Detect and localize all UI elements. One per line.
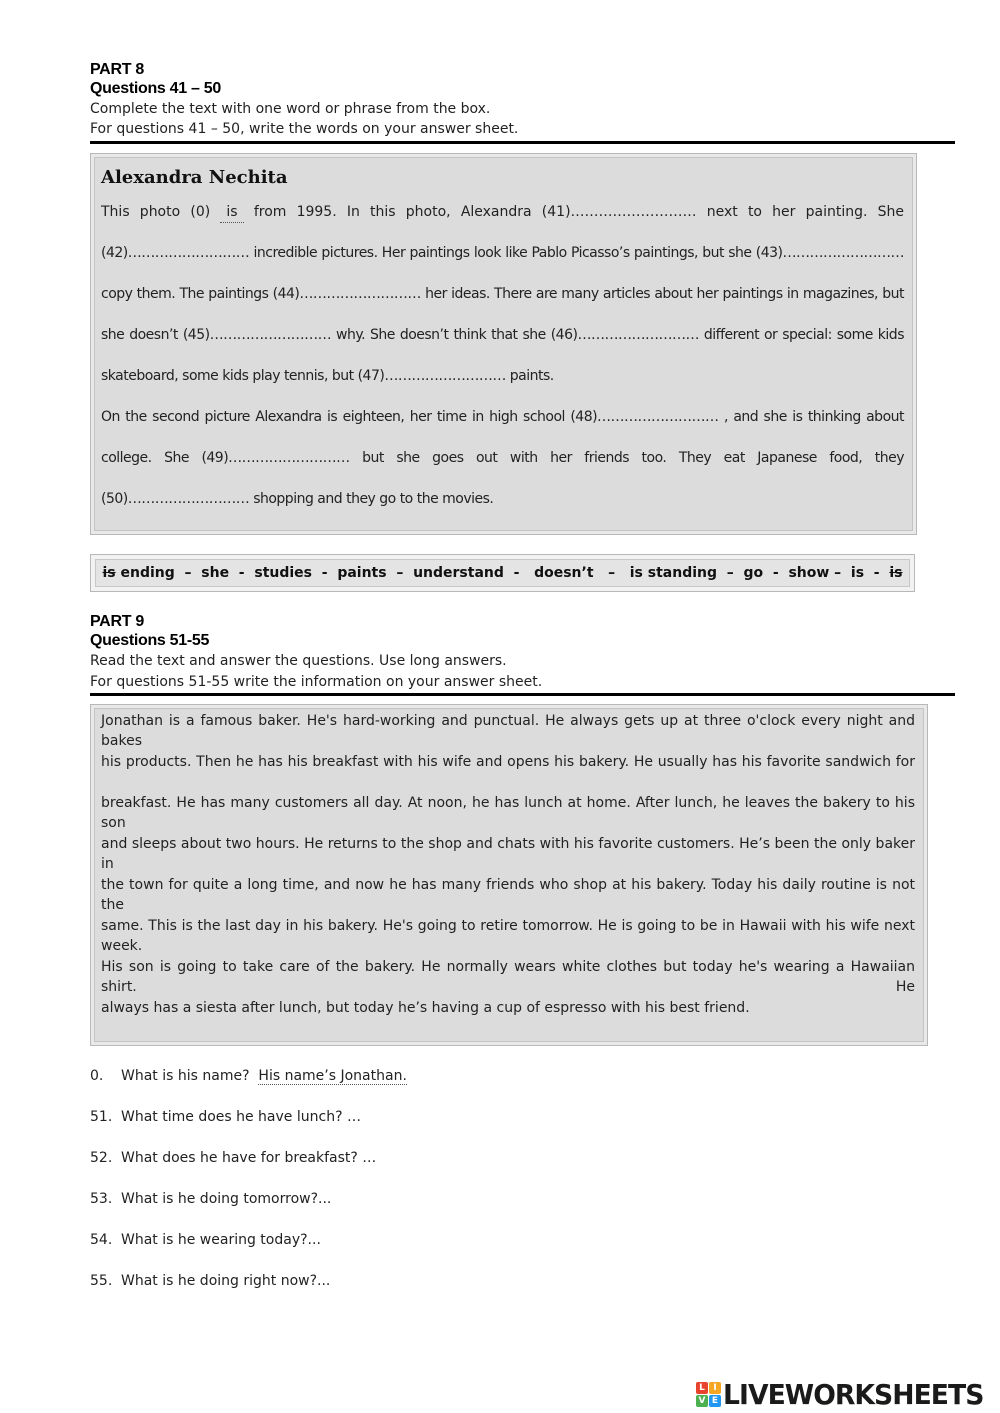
question-54 [90, 1230, 321, 1250]
word-box-struck-first: is [102, 565, 116, 581]
question-text: What is his name? [121, 1068, 250, 1084]
question-text: What does he have for breakfast? … [121, 1150, 377, 1166]
part9-divider [90, 693, 955, 696]
question-text: What is he doing tomorrow?... [121, 1191, 332, 1207]
reading-line-8: always has a siesta after lunch, but today he’s having a cup of espresso with his best friend. [101, 1000, 750, 1016]
part9-subtitle: Questions 51-55 [90, 632, 210, 649]
part8-divider [90, 141, 955, 144]
text-line-6: On the second picture Alexandra is eighteen, her time in high school (48)……………………… , and she is thinking about [101, 409, 904, 425]
question-51 [90, 1107, 361, 1127]
reading-line-3: breakfast. He has many customers all day. At noon, he has lunch at home. After lunch, he leaves the bakery to his son [101, 795, 915, 831]
logo-mark-icon [696, 1382, 721, 1407]
text-line-4: she doesn’t (45)……………………… why. She doesn’t think that she (46)……………………… different or special: some kids [101, 327, 904, 343]
question-text: What is he wearing today?... [121, 1232, 321, 1248]
question-52 [90, 1148, 376, 1168]
reading-line-2: his products. Then he has his breakfast with his wife and opens his bakery. He usually has his favorite sandwich for [101, 754, 915, 770]
text-line-1 [101, 202, 904, 223]
word-box-struck-last: is [889, 565, 903, 581]
question-number: 52. [90, 1150, 113, 1166]
example-answer-text: His name’s Jonathan. [258, 1068, 407, 1084]
part8-instruction-2: For questions 41 – 50, write the words on your answer sheet. [90, 121, 519, 137]
question-number: 0. [90, 1068, 104, 1084]
part8-title: PART 8 [90, 61, 144, 78]
text-line-1-a: This photo (0) [101, 204, 211, 220]
question-0 [90, 1066, 407, 1086]
question-number: 55. [90, 1273, 113, 1289]
question-55 [90, 1271, 330, 1291]
reading-line-5: the town for quite a long time, and now he has many friends who shop at his bakery. Today his daily routine is not the [101, 877, 915, 913]
question-text: What is he doing right now?... [121, 1273, 331, 1289]
text-line-8: (50)……………………… shopping and they go to the movies. [101, 491, 494, 507]
text-line-7: college. She (49)……………………… but she goes out with her friends too. They eat Japanese food, they [101, 450, 904, 466]
logo-letter: I [709, 1382, 721, 1394]
part9-title: PART 9 [90, 613, 144, 630]
logo-letter: V [696, 1395, 708, 1407]
logo-letter: E [709, 1395, 721, 1407]
part9-instruction-1: Read the text and answer the questions. Use long answers. [90, 653, 507, 669]
part8-instruction-1: Complete the text with one word or phrase from the box. [90, 101, 491, 117]
word-box [90, 554, 915, 592]
text-line-2: (42)……………………… incredible pictures. Her paintings look like Pablo Picasso’s paintings, but she (43)……………………… [101, 245, 904, 261]
reading-line-7: His son is going to take care of the bakery. He normally wears white clothes but today he's wearing a Hawaiian shirt. He [101, 959, 915, 995]
reading-line-1: Jonathan is a famous baker. He's hard-working and punctual. He always gets up at three o'clock every night and bakes [101, 713, 915, 749]
logo-letter: L [696, 1382, 708, 1394]
liveworksheets-logo [696, 1376, 997, 1412]
logo-text: LIVEWORKSHEETS [723, 1377, 984, 1411]
question-number: 53. [90, 1191, 113, 1207]
box-title: Alexandra Nechita [101, 167, 288, 188]
reading-line-4: and sleeps about two hours. He returns to the shop and chats with his favorite customers. He’s been the only baker in [101, 836, 915, 872]
text-line-3: copy them. The paintings (44)……………………… her ideas. There are many articles about her paintings in magazines, but [101, 286, 904, 302]
text-line-1-c: from 1995. In this photo, Alexandra (41)……………………… next to her painting. She [253, 204, 905, 220]
word-box-options: ending – she - studies - paints – understand - doesn’t – is standing – go - show – is - [115, 565, 890, 581]
example-answer: is [220, 202, 243, 223]
text-line-5: skateboard, some kids play tennis, but (47)……………………… paints. [101, 368, 554, 384]
reading-line-6: same. This is the last day in his bakery. He's going to retire tomorrow. He is going to be in Hawaii with his wife next week. [101, 918, 915, 954]
part8-subtitle: Questions 41 – 50 [90, 80, 221, 97]
question-number: 54. [90, 1232, 113, 1248]
question-number: 51. [90, 1109, 113, 1125]
question-text: What time does he have lunch? … [121, 1109, 361, 1125]
question-53 [90, 1189, 331, 1209]
part9-instruction-2: For questions 51-55 write the information on your answer sheet. [90, 674, 543, 690]
